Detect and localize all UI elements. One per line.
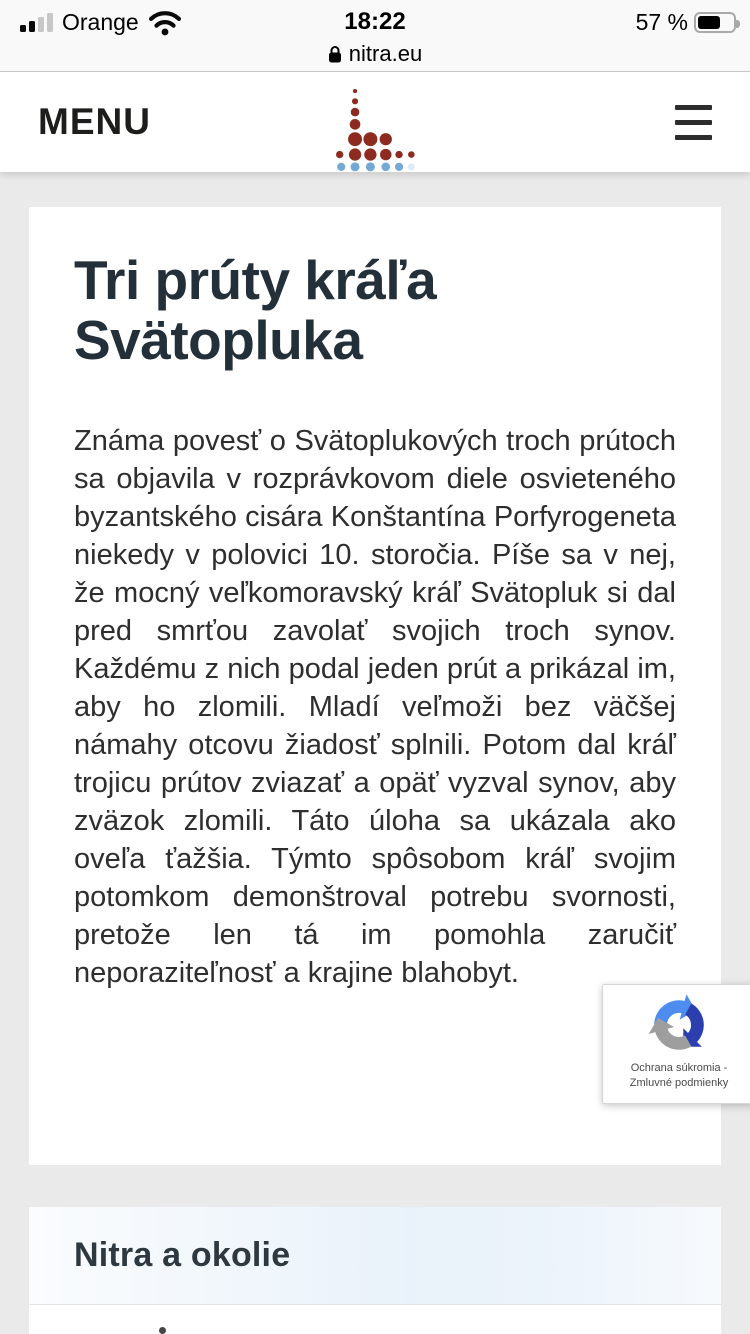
battery-fill — [698, 16, 720, 29]
menu-button[interactable]: MENU — [38, 101, 151, 142]
section-header-band — [29, 1207, 721, 1305]
recaptcha-badge[interactable] — [602, 984, 750, 1104]
status-row — [0, 0, 750, 40]
url-text: nitra.eu — [348, 41, 423, 66]
page-title: Tri prúty kráľa Svätopluka — [74, 249, 437, 371]
nitra-dots-logo-icon — [334, 87, 416, 173]
carrier-label: Orange — [62, 8, 139, 35]
status-right-cluster — [636, 9, 736, 36]
section-body-peek — [29, 1305, 721, 1333]
article-body-text: Známa povesť o Svätoplukových troch prútoch sa objavila v rozprávkovom diele osvieteného byzantského cisára Konštantína Porfyrogeneta niekedy v polovici 10. storočia. Píše sa v nej, že mocný veľkomoravský kráľ Svätopluk si dal pred smrťou zavolať svojich troch synov. Každému z nich podal jeden prút a prikázal im, aby ho zlomili. Mladí veľmoži bez väčšej námahy otcovu žiadosť splnili. Potom dal kráľ trojicu prútov zviazať a opäť vyzval synov, aby zväzok zlomili. Táto úloha sa ukázala ako oveľa ťažšia. Týmto spôsobom kráľ svojim potomkom demonštroval potrebu svornosti, pretože len tá im pomohla zaručiť neporaziteľnosť a krajine blahobyt. — [74, 425, 676, 989]
ios-status-bar — [0, 0, 750, 72]
battery-icon — [694, 12, 736, 33]
lock-icon — [328, 45, 342, 63]
safari-url-bar[interactable] — [0, 40, 750, 68]
battery-percent-label: 57 % — [635, 8, 688, 35]
site-header — [0, 72, 750, 172]
battery-nub — [736, 20, 740, 28]
status-time: 18:22 — [344, 8, 406, 35]
next-section-card — [29, 1207, 721, 1334]
recaptcha-logo-icon — [645, 991, 713, 1059]
recaptcha-privacy-terms-links[interactable]: Ochrana súkromia - Zmluvné podmienky — [629, 1062, 729, 1090]
hamburger-menu-icon[interactable] — [675, 105, 712, 140]
nitra-logo[interactable] — [334, 87, 416, 178]
section-title: Nitra a okolie — [74, 1236, 291, 1274]
partially-visible-content-dot — [159, 1327, 166, 1334]
